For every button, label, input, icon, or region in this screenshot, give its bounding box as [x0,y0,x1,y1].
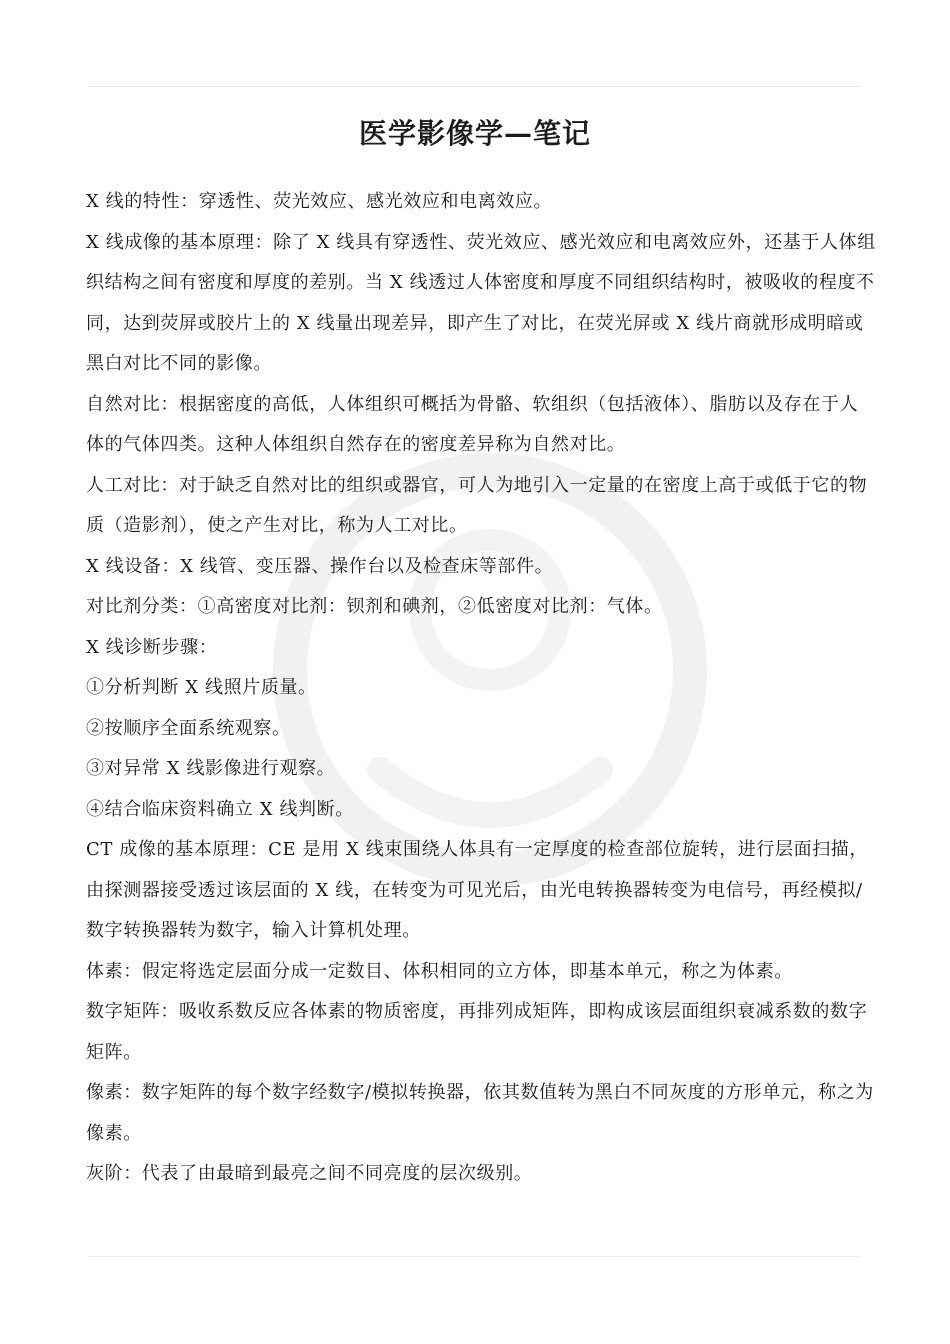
paragraph-pixel: 像素：数字矩阵的每个数字经数字/模拟转换器，依其数值转为黑白不同灰度的方形单元，称之为像素。 [86,1082,874,1144]
paragraph-diagnosis-steps-heading: X 线诊断步骤： [86,636,218,658]
paragraph-ct-principle: CT 成像的基本原理：CE 是用 X 线束围绕人体具有一定厚度的检查部位旋转，进行层面扫描，由探测器接受透过该层面的 X 线，在转变为可见光后，由光电转换器转变为电信号，再经模拟/数字转换器转为数字，输入计算机处理。 [86,839,868,941]
header-divider [88,86,862,87]
paragraph-xray-equipment: X 线设备：X 线管、变压器、操作台以及检查床等部件。 [86,555,554,577]
paragraph-contrast-agent-types: 对比剂分类：①高密度对比剂：钡剂和碘剂，②低密度对比剂：气体。 [86,596,663,617]
paragraph-voxel: 体素：假定将选定层面分成一定数目、体积相同的立方体，即基本单元，称之为体素。 [86,960,793,982]
paragraph-gray-scale: 灰阶：代表了由最暗到最亮之间不同亮度的层次级别。 [86,1163,533,1184]
paragraph-step-4: ④结合临床资料确立 X 线判断。 [86,798,354,820]
page-title: 医学影像学—笔记 [358,117,591,150]
footer-divider [88,1256,862,1257]
paragraph-step-1: ①分析判断 X 线照片质量。 [86,677,317,698]
paragraph-step-2: ②按顺序全面系统观察。 [86,717,291,739]
paragraph-artificial-contrast: 人工对比：对于缺乏自然对比的组织或器官，可人为地引入一定量的在密度上高于或低于它的物质（造影剂），使之产生对比，称为人工对比。 [86,474,868,536]
paragraph-xray-properties: X 线的特性：穿透性、荧光效应、感光效应和电离效应。 [86,191,553,212]
notes-body [86,182,876,1195]
paragraph-natural-contrast: 自然对比：根据密度的高低，人体组织可概括为骨骼、软组织（包括液体）、脂肪以及存在于人体的气体四类。这种人体组织自然存在的密度差异称为自然对比。 [86,393,859,455]
paragraph-digital-matrix: 数字矩阵：吸收系数反应各体素的物质密度，再排列成矩阵，即构成该层面组织衰减系数的数字矩阵。 [86,1001,868,1063]
paragraph-step-3: ③对异常 X 线影像进行观察。 [86,758,336,779]
paragraph-xray-imaging-principle: X 线成像的基本原理：除了 X 线具有穿透性、荧光效应、感光效应和电离效应外，还基于人体组织结构之间有密度和厚度的差别。当 X 线透过人体密度和厚度不同组织结构时，被吸收的程度不同，达到荧屏或胶片上的 X 线量出现差异，即产生了对比，在荧光屏或 X 线片商就形成明暗或黑白对比不同的影像。 [86,231,876,374]
